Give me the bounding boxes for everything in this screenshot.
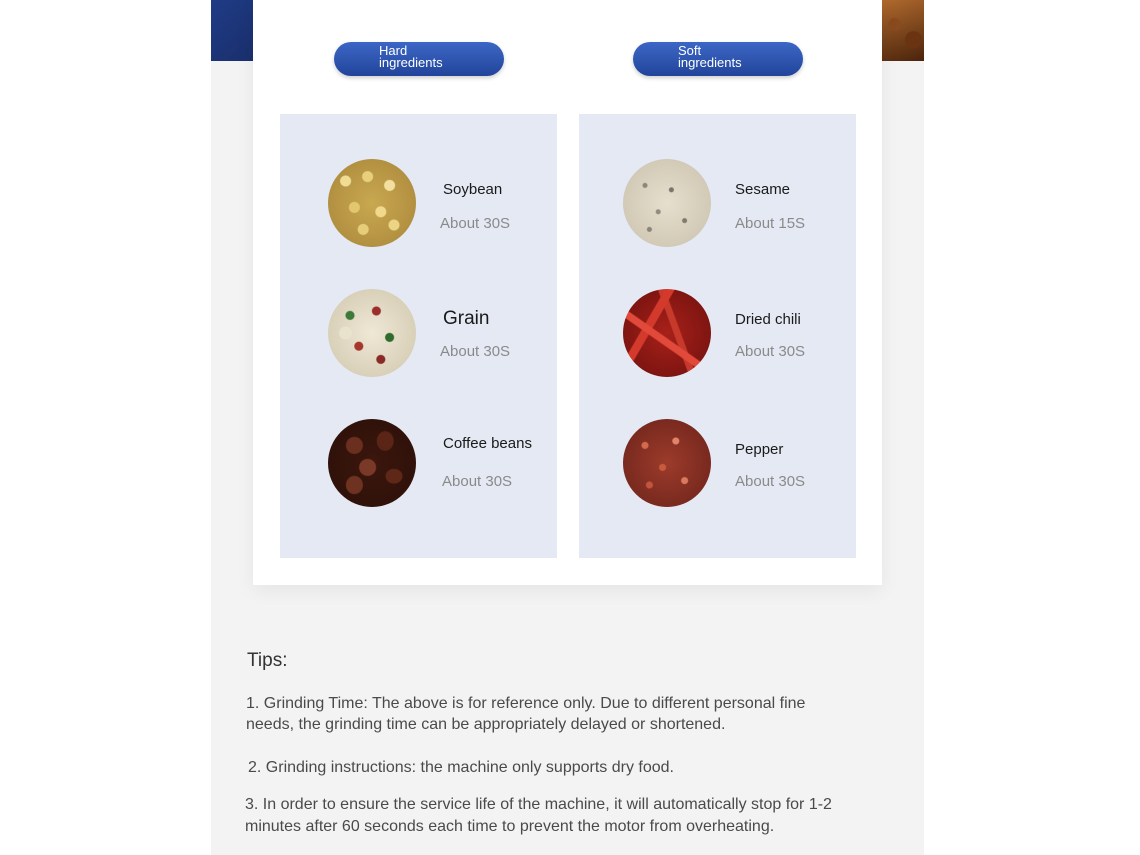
spice-photo-edge [882, 0, 924, 61]
hard-label-line1: Hard [379, 43, 408, 58]
coffee-beans-name: Coffee beans [443, 435, 532, 452]
tip-1-line-2: needs, the grinding time can be appropriately delayed or shortened. [246, 716, 726, 733]
grain-time: About 30S [440, 343, 511, 360]
grain-name: Grain [443, 308, 490, 329]
soybean-name: Soybean [443, 181, 503, 198]
dried-chili-time: About 30S [735, 343, 806, 360]
soft-ingredients-badge [633, 42, 803, 76]
pepper-time: About 30S [735, 473, 806, 490]
tip-1-line-1: 1. Grinding Time: The above is for reference only. Due to different personal fine [246, 695, 806, 712]
grain-image [328, 289, 416, 377]
tip-3-line-2: minutes after 60 seconds each time to prevent the motor from overheating. [245, 818, 775, 835]
soybean-time: About 30S [440, 215, 511, 232]
coffee-beans-time: About 30S [442, 473, 513, 490]
dried-chili-name: Dried chili [735, 311, 801, 328]
sesame-time: About 15S [735, 215, 806, 232]
soft-ingredients-panel [579, 114, 856, 558]
soft-label-line2: ingredients [678, 55, 742, 70]
sesame-name: Sesame [735, 181, 791, 198]
blue-edge-decoration [211, 0, 253, 61]
pepper-image [623, 419, 711, 507]
tips-title: Tips: [247, 650, 288, 671]
tip-2: 2. Grinding instructions: the machine only supports dry food. [248, 759, 674, 776]
coffee-beans-image [328, 419, 416, 507]
hard-label-line2: ingredients [379, 55, 443, 70]
tip-3-line-1: 3. In order to ensure the service life of the machine, it will automatically stop for 1-2 [245, 796, 832, 813]
sesame-image [623, 159, 711, 247]
soft-label-line1: Soft [678, 43, 702, 58]
hard-ingredients-badge [334, 42, 504, 76]
pepper-name: Pepper [735, 441, 784, 458]
soybean-image [328, 159, 416, 247]
hard-ingredients-panel [280, 114, 557, 558]
dried-chili-image [623, 289, 711, 377]
